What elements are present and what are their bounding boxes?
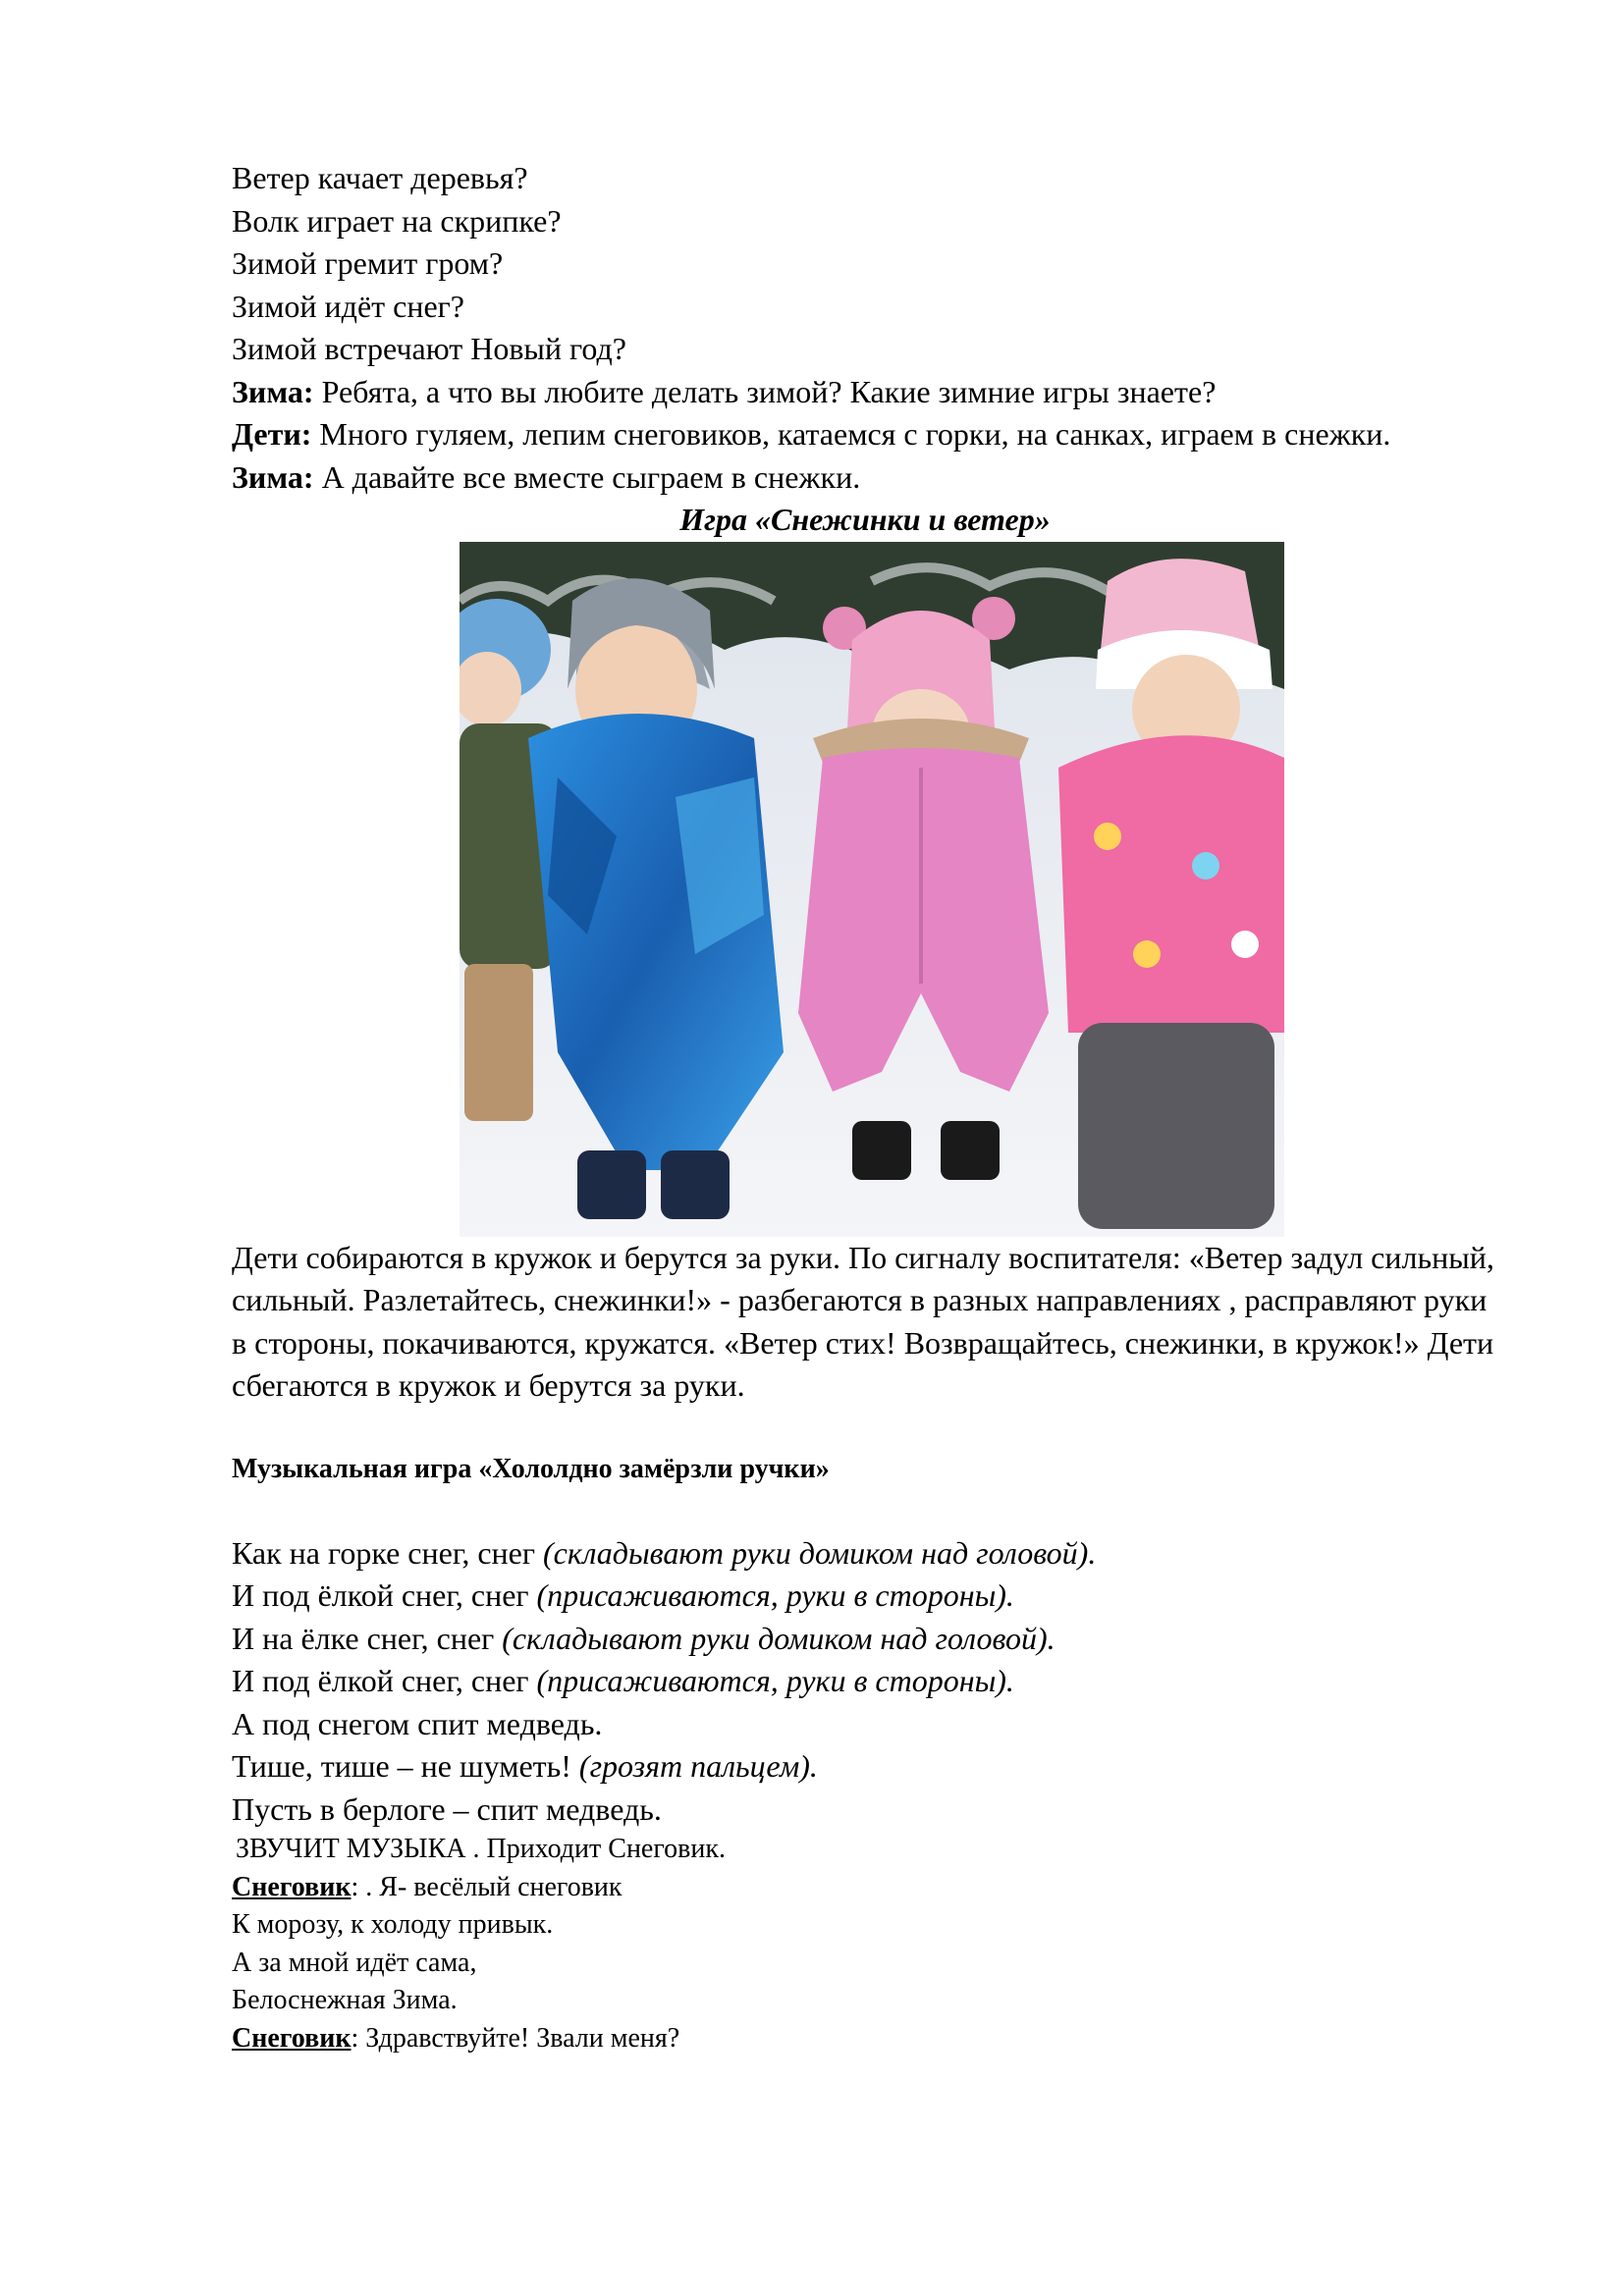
question-line: Ветер качает деревья? <box>232 160 528 195</box>
dialogue-line <box>232 456 1508 500</box>
question-line: Зимой идёт снег? <box>232 288 464 324</box>
poem-note: (складывают руки домиком над головой). <box>542 1534 1097 1571</box>
poem-text: Тише, тише – не шуметь! <box>232 1748 579 1784</box>
speaker-label: Снеговик <box>232 1871 352 1902</box>
question-line: Зимой гремит гром? <box>232 245 504 281</box>
snowman-verse: К морозу, к холоду привык. <box>232 1909 554 1940</box>
game-description: Дети собираются в кружок и берутся за руки. По сигналу воспитателя: «Ветер задул сильный, сильный. Разлетайтесь, снежинки!» - разбегаются в разных направлениях , расправляют руки в стороны, покачиваются, кружатся. «Ветер стих! Возвращайтесь, снежинки, в кружок!» Дети сбегаются в кружок и берутся за руки. <box>232 1239 1494 1403</box>
poem-note: (присаживаются, руки в стороны). <box>536 1577 1014 1613</box>
poem-note: (складывают руки домиком над головой). <box>502 1620 1056 1656</box>
document-page <box>232 157 1508 2057</box>
speaker-label: Зима: <box>232 373 314 409</box>
poem-note: (грозят пальцем). <box>578 1748 818 1784</box>
dialogue-text: Ребята, а что вы любите делать зимой? Какие зимние игры знаете? <box>313 373 1217 409</box>
snowman-line <box>232 1869 1508 1907</box>
poem-text: Как на горке снег, снег <box>232 1534 543 1571</box>
game-title: Игра «Снежинки и ветер» <box>679 502 1051 537</box>
poem <box>232 1532 1508 1832</box>
snowman-text: : Здравствуйте! Звали меня? <box>351 2022 680 2054</box>
snowman-verse: Белоснежная Зима. <box>232 1985 458 2015</box>
snowman-verse: А за мной идёт сама, <box>232 1947 477 1978</box>
poem-note: (присаживаются, руки в стороны). <box>536 1663 1014 1698</box>
spacer <box>232 1489 1508 1532</box>
snowman-text: : . Я- весёлый снеговик <box>351 1871 623 1902</box>
question-line: Зимой встречают Новый год? <box>232 331 626 366</box>
poem-text: Пусть в берлоге – спит медведь. <box>232 1790 662 1827</box>
poem-line <box>232 1618 1508 1661</box>
poem-text: И на ёлке снег, снег <box>232 1620 503 1656</box>
speaker-label: Снеговик <box>232 2022 352 2054</box>
snowman-line <box>232 2020 1508 2058</box>
music-cue: ЗВУЧИТ МУЗЫКА . Приходит Снеговик. <box>236 1834 726 1864</box>
question-line: Волк играет на скрипке? <box>232 202 562 239</box>
dialogue-text: Много гуляем, лепим снеговиков, катаемся с горки, на санках, играем в снежки. <box>311 416 1391 452</box>
poem-line <box>232 1532 1508 1575</box>
speaker-label: Зима: <box>232 458 314 495</box>
poem-text: И под ёлкой снег, снег <box>232 1663 537 1698</box>
intro-questions <box>232 157 1508 371</box>
music-game-title: Музыкальная игра «Хололдно замёрзли ручки» <box>232 1453 830 1484</box>
children-photo <box>460 542 1284 1237</box>
poem-line <box>232 1660 1508 1703</box>
poem-line <box>232 1703 1508 1746</box>
dialogue-line <box>232 371 1508 414</box>
poem-text: И под ёлкой снег, снег <box>232 1577 537 1613</box>
poem-text: А под снегом спит медведь. <box>232 1705 603 1741</box>
poem-line <box>232 1745 1508 1789</box>
dialogue-line <box>232 413 1508 456</box>
poem-line <box>232 1789 1508 1832</box>
dialogue-text: А давайте все вместе сыграем в снежки. <box>313 458 861 495</box>
poem-line <box>232 1575 1508 1618</box>
speaker-label: Дети: <box>232 416 312 452</box>
